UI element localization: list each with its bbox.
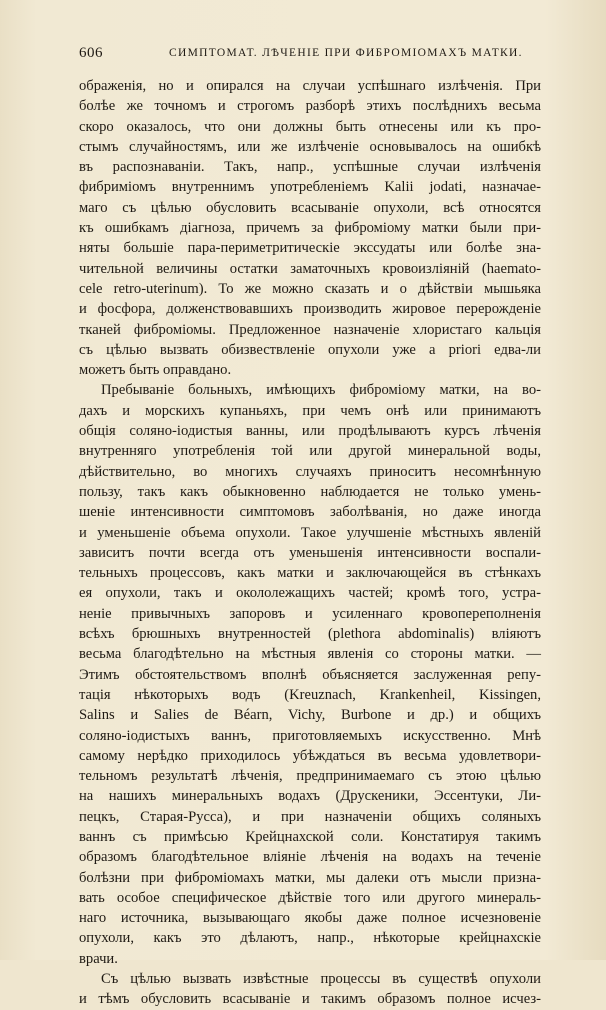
text-line: Этимъ обстоятельствомъ вполнѣ объясняется заслуженная репу- <box>79 666 541 683</box>
text-line: cele retro-uterinum). То же можно сказать и о дѣйствіи мышьяка <box>79 280 541 297</box>
text-line: внутренняго употребленія той или другой минеральной воды, <box>79 443 541 460</box>
text-line: наго источника, вызывающаго якобы даже полное исчезновеніе <box>79 910 541 927</box>
body-text <box>79 76 541 1010</box>
text-line: тельныхъ процессовъ, какъ матки и заключающейся въ стѣнкахъ <box>79 565 541 582</box>
text-line: къ ошибкамъ діагноза, причемъ за фиброміому матки были при- <box>79 220 541 237</box>
text-line: врачи. <box>79 950 118 967</box>
text-line: дѣйствительно, во многихъ случаяхъ приноситъ несомнѣнную <box>79 463 541 480</box>
text-line: пецкъ, Старая-Русса), и при назначеніи общихъ соляныхъ <box>79 808 541 825</box>
text-line: общія соляно-іодистыя ванны, или продѣлываютъ курсъ лѣченія <box>79 423 541 440</box>
page-header <box>79 45 539 65</box>
running-title: СИМПТОМАТ. ЛѢЧЕНІЕ ПРИ ФИБРОМІОМАХЪ МАТКИ. <box>169 47 523 59</box>
text-line: шеніе интенсивности симптомовъ заболѣванія, но даже иногда <box>79 504 541 521</box>
text-line: маго съ цѣлью обусловить всасываніе опухоли, всѣ относятся <box>79 199 541 216</box>
text-line: фибриміомъ внутреннимъ употребленіемъ Kalii jodati, назначае- <box>79 179 541 196</box>
page-number: 606 <box>79 45 103 61</box>
paragraph-first-line: Пребываніе больныхъ, имѣющихъ фиброміому матки, на во- <box>101 382 541 399</box>
text-line: тація нѣкоторыхъ водъ (Kreuznach, Krankenheil, Kissingen, <box>79 686 541 703</box>
paragraph-first-line: Съ цѣлью вызвать извѣстные процессы въ существѣ опухоли <box>101 971 541 988</box>
text-line: всѣхъ брюшныхъ внутренностей (plethora abdominalis) вліяютъ <box>79 626 541 643</box>
text-line: и уменьшеніе объема опухоли. Такое улучшеніе мѣстныхъ явленій <box>79 524 541 541</box>
text-line: зависитъ почти всегда отъ уменьшенія интенсивности воспали- <box>79 544 541 561</box>
text-line: тельномъ результатѣ лѣченія, предпринимаемаго съ этою цѣлью <box>79 768 541 785</box>
text-line: съ цѣлью вызвать обизвествленіе опухоли уже a priori едва-ли <box>79 341 541 358</box>
text-line: соляно-іодистыхъ ваннъ, приготовляемыхъ искусственно. Мнѣ <box>79 727 541 744</box>
text-line: чительной величины остатки заматочныхъ кровоизліяній (haemato- <box>79 260 541 277</box>
text-line: няты большіе пара-периметритическіе экссудаты или болѣе зна- <box>79 240 541 257</box>
text-line: въ распознаваніи. Такъ, напр., успѣшные случаи излѣченія <box>79 159 541 176</box>
text-line: образомъ благодѣтельное вліяніе лѣченія на водахъ на теченіе <box>79 849 541 866</box>
text-line: вать особое специфическое дѣйствіе того или другого минераль- <box>79 889 541 906</box>
text-line: тканей фиброміомы. Предложенное назначеніе хлористаго кальція <box>79 321 541 338</box>
text-line: пользу, такъ какъ обыкновенно наблюдается не только умень- <box>79 483 541 500</box>
text-line: на нашихъ минеральныхъ водахъ (Друскеники, Эссентуки, Ли- <box>79 788 541 805</box>
text-line: Salins и Salies de Béarn, Vichy, Burbone и др.) и общихъ <box>79 707 541 724</box>
text-line: стымъ случайностямъ, или же излѣченіе основывалось на ошибкѣ <box>79 138 541 155</box>
text-line: ея опухоли, такъ и окололежащихъ частей; кромѣ того, устра- <box>79 585 541 602</box>
text-line: болѣе же точномъ и строгомъ разборѣ этихъ послѣднихъ весьма <box>79 98 541 115</box>
text-line: дахъ и морскихъ купаньяхъ, при чемъ онѣ или принимаютъ <box>79 402 541 419</box>
text-line: скоро оказалось, что они должны быть отнесены или къ про- <box>79 118 541 135</box>
text-line: ображенія, но и опирался на случаи успѣшнаго излѣченія. При <box>79 78 541 94</box>
text-line: ваннъ съ примѣсью Крейцнахской соли. Констатируя такимъ <box>79 828 541 845</box>
text-line: болѣзни при фиброміомахъ матки, мы далеки отъ мысли призна- <box>79 869 541 886</box>
text-line: и фосфора, долженствовавшихъ производить жировое перерожденіе <box>79 301 541 318</box>
text-line: весьма благодѣтельно на мѣстныя явленія со стороны матки. — <box>79 646 541 663</box>
text-line: можетъ быть оправдано. <box>79 362 232 379</box>
text-line: неніе привычныхъ запоровъ и усиленнаго кровопереполненія <box>79 605 541 622</box>
text-line: опухоли, какъ это дѣлаютъ, напр., нѣкоторые крейцнахскіе <box>79 930 541 947</box>
text-line: самому нерѣдко приходилось убѣждаться въ весьма удовлетвори- <box>79 747 541 764</box>
text-line: и тѣмъ обусловить всасываніе и такимъ образомъ полное исчез- <box>79 991 541 1008</box>
